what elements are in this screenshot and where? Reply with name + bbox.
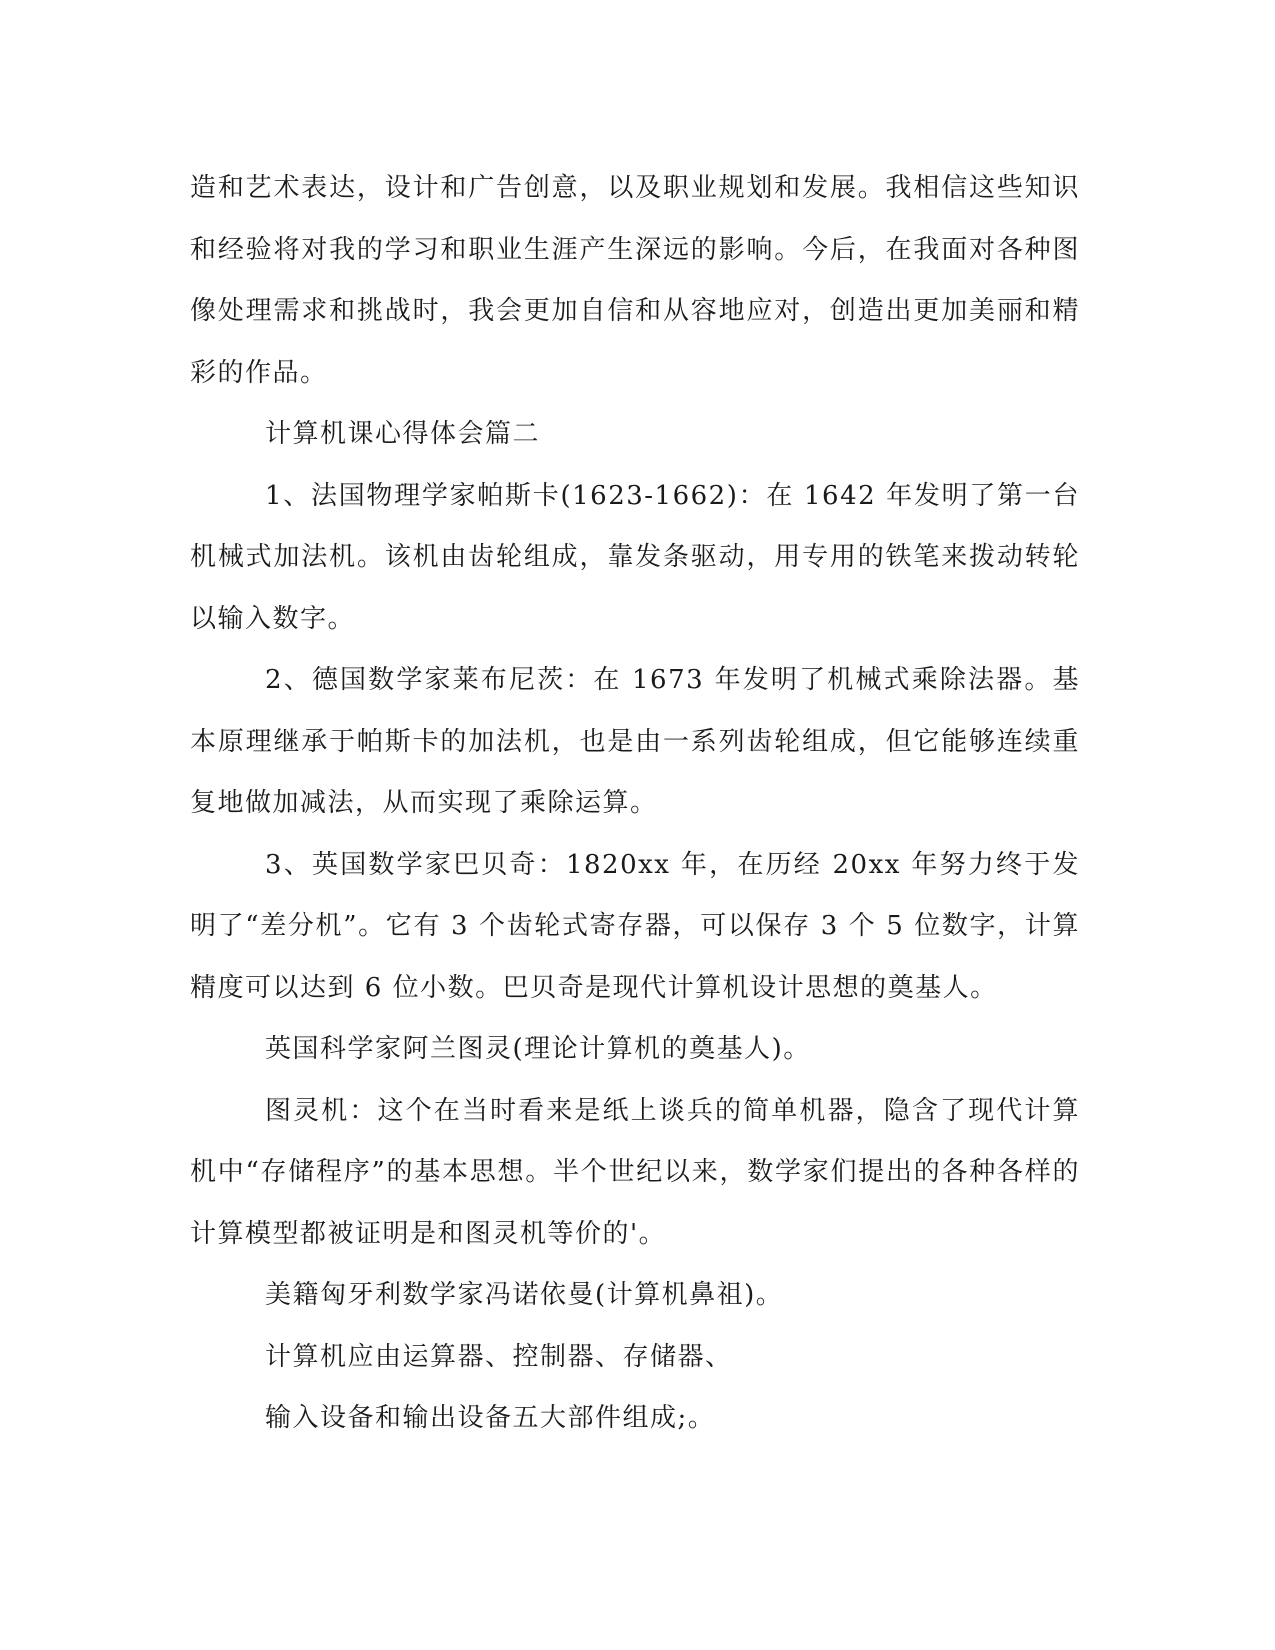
paragraph-intro-continuation: 造和艺术表达，设计和广告创意，以及职业规划和发展。我相信这些知识和经验将对我的学习和职业生涯产生深远的影响。今后，在我面对各种图像处理需求和挑战时，我会更加自信和从容地应对，创造出更加美丽和精彩的作品。: [190, 173, 1080, 388]
paragraph-components-1: 计算机应由运算器、控制器、存储器、: [265, 1341, 733, 1372]
paragraph-babbage: 3、英国数学家巴贝奇：1820xx 年，在历经 20xx 年努力终于发明了“差分机”。它有 3 个齿轮式寄存器，可以保存 3 个 5 位数字，计算精度可以达到 6 位小数。巴贝奇是现代计算机设计思想的奠基人。: [190, 849, 1080, 1003]
paragraph-turing-machine: 图灵机：这个在当时看来是纸上谈兵的简单机器，隐含了现代计算机中“存储程序”的基本思想。半个世纪以来，数学家们提出的各种各样的计算模型都被证明是和图灵机等价的'。: [190, 1095, 1080, 1249]
paragraph-components-2: 输入设备和输出设备五大部件组成;。: [265, 1403, 716, 1433]
paragraph-von-neumann: 美籍匈牙利数学家冯诺依曼(计算机鼻祖)。: [265, 1280, 784, 1310]
paragraph-pascal: 1、法国物理学家帕斯卡(1623-1662)：在 1642 年发明了第一台机械式加法机。该机由齿轮组成，靠发条驱动，用专用的铁笔来拨动转轮以输入数字。: [190, 480, 1080, 634]
document-body: [190, 158, 1080, 1450]
paragraph-turing: 英国科学家阿兰图灵(理论计算机的奠基人)。: [265, 1034, 811, 1064]
paragraph-leibniz: 2、德国数学家莱布尼茨：在 1673 年发明了机械式乘除法器。基本原理继承于帕斯卡的加法机，也是由一系列齿轮组成，但它能够连续重复地做加减法，从而实现了乘除运算。: [190, 665, 1080, 818]
section-heading: 计算机课心得体会篇二: [265, 419, 541, 449]
